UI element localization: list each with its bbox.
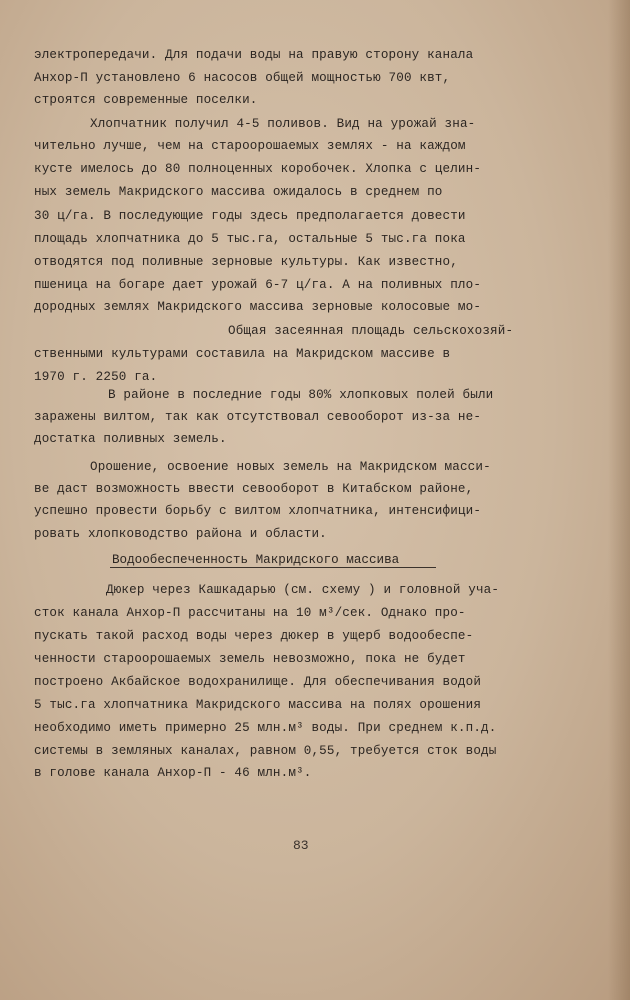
text-line: Анхор-П установлено 6 насосов общей мощностью 700 квт, bbox=[34, 71, 451, 85]
text-line: 30 ц/га. В последующие годы здесь предполагается довести bbox=[34, 209, 466, 223]
text-line: отводятся под поливные зерновые культуры. Как известно, bbox=[34, 255, 458, 269]
text-line: В районе в последние годы 80% хлопковых полей были bbox=[108, 388, 494, 402]
text-line: Орошение, освоение новых земель на Макридском масси- bbox=[90, 460, 491, 474]
heading-underline bbox=[110, 567, 436, 568]
text-line: дородных землях Макридского массива зерновые колосовые мо- bbox=[34, 300, 482, 314]
text-line: успешно провести борьбу с вилтом хлопчатника, интенсифици- bbox=[34, 504, 482, 518]
text-line: Хлопчатник получил 4-5 поливов. Вид на урожай зна- bbox=[90, 117, 476, 131]
text-line: ственными культурами составила на Макридском массиве в bbox=[34, 347, 451, 361]
text-line: электропередачи. Для подачи воды на правую сторону канала bbox=[34, 48, 474, 62]
text-line: пускать такой расход воды через дюкер в ущерб водообеспе- bbox=[34, 629, 474, 643]
text-line: пшеница на богаре дает урожай 6-7 ц/га. А на поливных пло- bbox=[34, 278, 482, 292]
text-line: чительно лучше, чем на староорошаемых землях - на каждом bbox=[34, 139, 466, 153]
page-number: 83 bbox=[293, 838, 309, 853]
text-line: в голове канала Анхор-П - 46 млн.м³. bbox=[34, 766, 312, 780]
text-line: заражены вилтом, так как отсутствовал севооборот из-за не- bbox=[34, 410, 482, 424]
text-line: Дюкер через Кашкадарью (см. схему ) и головной уча- bbox=[106, 583, 500, 597]
text-line: построено Акбайское водохранилище. Для обеспечивания водой bbox=[34, 675, 482, 689]
text-line: ве даст возможность ввести севооборот в Китабском районе, bbox=[34, 482, 474, 496]
text-line: 5 тыс.га хлопчатника Макридского массива на полях орошения bbox=[34, 698, 482, 712]
text-line: достатка поливных земель. bbox=[34, 432, 227, 446]
text-line: ровать хлопководство района и области. bbox=[34, 527, 327, 541]
text-line: необходимо иметь примерно 25 млн.м³ воды. При среднем к.п.д. bbox=[34, 721, 497, 735]
text-line: ных земель Макридского массива ожидалось в среднем по bbox=[34, 185, 443, 199]
text-line: системы в земляных каналах, равном 0,55, требуется сток воды bbox=[34, 744, 497, 758]
section-heading: Водообеспеченность Макридского массива bbox=[112, 553, 400, 567]
text-line: 1970 г. 2250 га. bbox=[34, 370, 158, 384]
text-line: сток канала Анхор-П рассчитаны на 10 м³/сек. Однако про- bbox=[34, 606, 466, 620]
text-line: ченности староорошаемых земель невозможно, пока не будет bbox=[34, 652, 466, 666]
text-line: кусте имелось до 80 полноценных коробочек. Хлопка с целин- bbox=[34, 162, 482, 176]
page-edge-shadow bbox=[608, 0, 630, 1000]
text-line: Общая засеянная площадь сельскохозяй- bbox=[228, 324, 514, 338]
text-line: строятся современные поселки. bbox=[34, 93, 258, 107]
text-line: площадь хлопчатника до 5 тыс.га, остальные 5 тыс.га пока bbox=[34, 232, 466, 246]
